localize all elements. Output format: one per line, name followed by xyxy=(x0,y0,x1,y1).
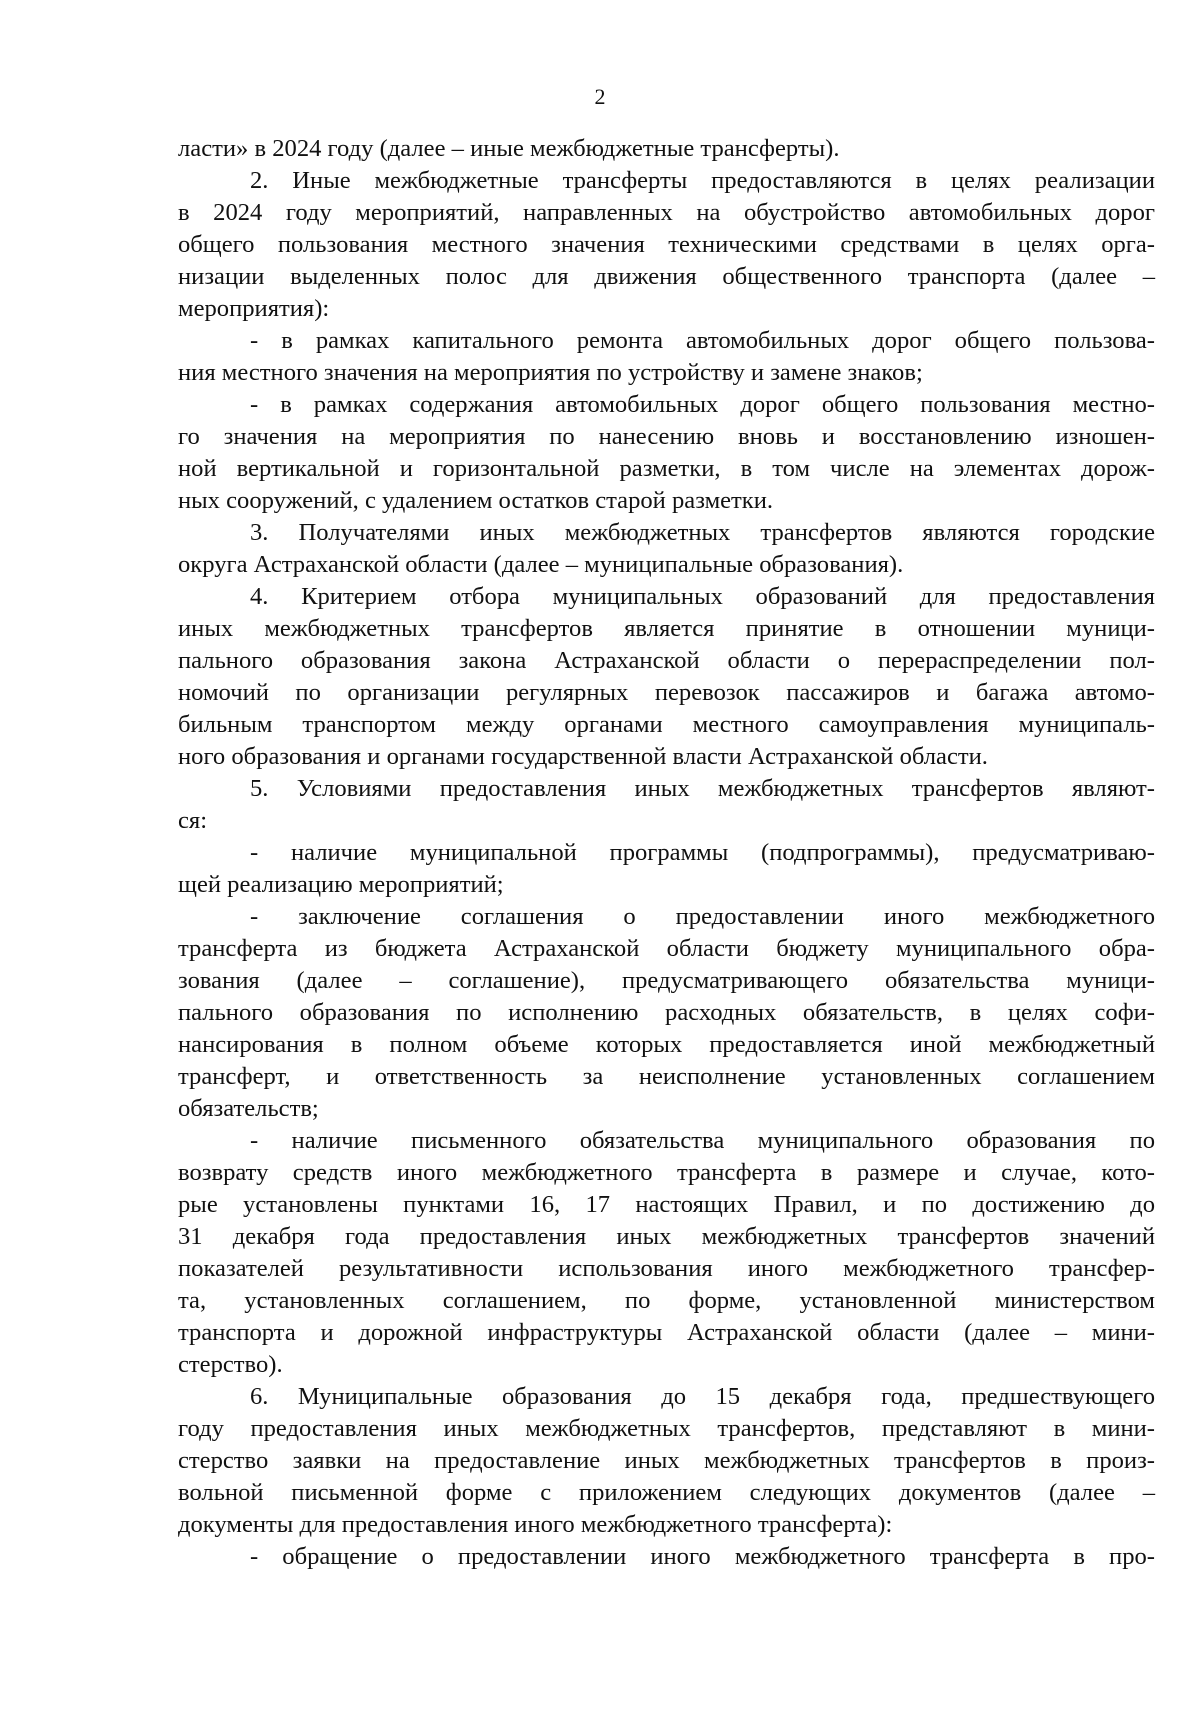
text-line: трансферт, и ответственность за неисполнение установленных соглашением xyxy=(178,1063,1155,1090)
text-line: ных сооружений, с удалением остатков старой разметки. xyxy=(178,487,774,514)
text-line: ласти» в 2024 году (далее – иные межбюджетные трансферты). xyxy=(178,135,840,162)
text-line: низации выделенных полос для движения общественного транспорта (далее – xyxy=(178,263,1155,290)
text-line: показателей результативности использования иного межбюджетного трансфер- xyxy=(178,1255,1155,1282)
text-line: го значения на мероприятия по нанесению вновь и восстановлению изношен- xyxy=(178,423,1155,450)
text-line: пального образования по исполнению расходных обязательств, в целях софи- xyxy=(178,999,1155,1026)
text-line: - обращение о предоставлении иного межбюджетного трансферта в про- xyxy=(250,1543,1155,1570)
text-line: обязательств; xyxy=(178,1095,319,1122)
text-line: - в рамках содержания автомобильных дорог общего пользования местно- xyxy=(250,391,1155,418)
text-line: документы для предоставления иного межбюджетного трансферта): xyxy=(178,1511,893,1538)
text-line: ной вертикальной и горизонтальной разметки, в том числе на элементах дорож- xyxy=(178,455,1155,482)
text-line: 5. Условиями предоставления иных межбюджетных трансфертов являют- xyxy=(250,775,1155,802)
text-line: щей реализацию мероприятий; xyxy=(178,871,504,898)
text-line: пального образования закона Астраханской области о перераспределении пол- xyxy=(178,647,1155,674)
text-line: году предоставления иных межбюджетных трансфертов, представляют в мини- xyxy=(178,1415,1155,1442)
text-line: возврату средств иного межбюджетного трансферта в размере и случае, кото- xyxy=(178,1159,1155,1186)
text-line: округа Астраханской области (далее – муниципальные образования). xyxy=(178,551,904,578)
text-line: 2. Иные межбюджетные трансферты предоставляются в целях реализации xyxy=(250,167,1155,194)
text-line: ного образования и органами государственной власти Астраханской области. xyxy=(178,743,988,770)
text-line: зования (далее – соглашение), предусматривающего обязательства муници- xyxy=(178,967,1155,994)
page-number: 2 xyxy=(594,84,606,109)
text-line: транспорта и дорожной инфраструктуры Астраханской области (далее – мини- xyxy=(178,1319,1155,1346)
text-line: - наличие письменного обязательства муниципального образования по xyxy=(250,1127,1155,1154)
text-line: общего пользования местного значения техническими средствами в целях орга- xyxy=(178,231,1155,258)
text-line: номочий по организации регулярных перевозок пассажиров и багажа автомо- xyxy=(178,679,1155,706)
text-line: 31 декабря года предоставления иных межбюджетных трансфертов значений xyxy=(178,1223,1155,1250)
text-line: мероприятия): xyxy=(178,295,330,322)
text-line: ся: xyxy=(178,807,208,834)
text-line: - в рамках капитального ремонта автомобильных дорог общего пользова- xyxy=(250,327,1155,354)
document-body xyxy=(178,133,1155,1573)
text-line: та, установленных соглашением, по форме, установленной министерством xyxy=(178,1287,1155,1314)
text-line: вольной письменной форме с приложением следующих документов (далее – xyxy=(178,1479,1155,1506)
text-line: стерство). xyxy=(178,1351,283,1378)
text-line: 6. Муниципальные образования до 15 декабря года, предшествующего xyxy=(250,1383,1155,1410)
text-line: в 2024 году мероприятий, направленных на обустройство автомобильных дорог xyxy=(178,199,1155,226)
text-line: - заключение соглашения о предоставлении иного межбюджетного xyxy=(250,903,1155,930)
text-line: иных межбюджетных трансфертов является принятие в отношении муници- xyxy=(178,615,1155,642)
text-line: стерство заявки на предоставление иных межбюджетных трансфертов в произ- xyxy=(178,1447,1155,1474)
text-line: - наличие муниципальной программы (подпрограммы), предусматриваю- xyxy=(250,839,1155,866)
text-line: 3. Получателями иных межбюджетных трансфертов являются городские xyxy=(250,519,1155,546)
text-line: трансферта из бюджета Астраханской области бюджету муниципального обра- xyxy=(178,935,1155,962)
text-line: 4. Критерием отбора муниципальных образований для предоставления xyxy=(250,583,1155,610)
text-line: ния местного значения на мероприятия по устройству и замене знаков; xyxy=(178,359,923,386)
text-line: нансирования в полном объеме которых предоставляется иной межбюджетный xyxy=(178,1031,1155,1058)
text-line: бильным транспортом между органами местного самоуправления муниципаль- xyxy=(178,711,1155,738)
text-line: рые установлены пунктами 16, 17 настоящих Правил, и по достижению до xyxy=(178,1191,1155,1218)
